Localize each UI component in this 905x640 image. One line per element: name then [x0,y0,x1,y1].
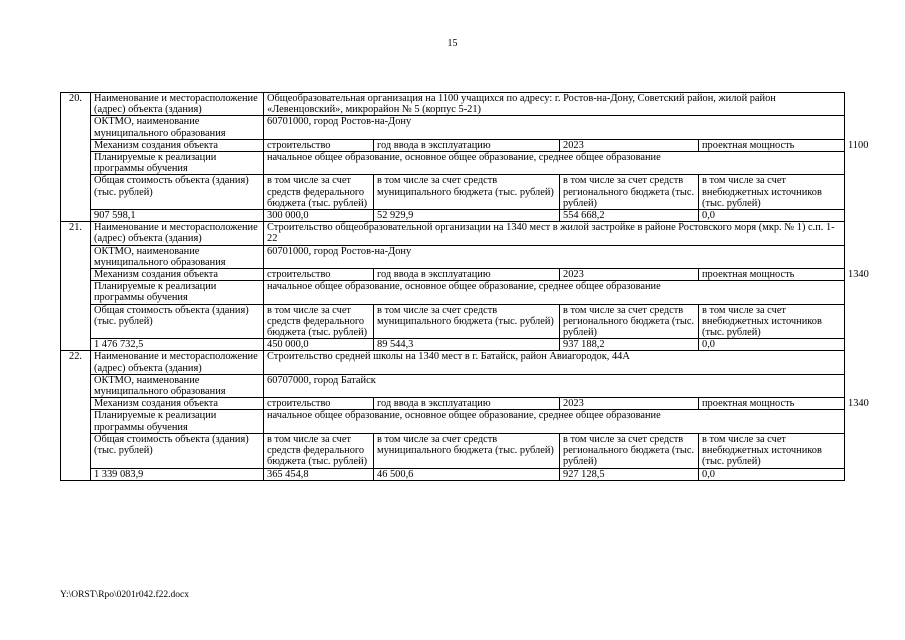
year-label: год ввода в эксплуатацию [374,398,560,410]
municipal-label: в том числе за счет средств муниципального бюджета (тыс. рублей) [374,304,560,339]
oktmo-row [61,245,845,268]
page-number: 15 [447,38,458,49]
cost-values-row [61,468,845,480]
extrabudget-label: в том числе за счет внебюджетных источников (тыс. рублей) [699,175,845,210]
oktmo-label: ОКТМО, наименование муниципального образования [91,245,264,268]
object-name-row [61,93,845,116]
year-label: год ввода в эксплуатацию [374,139,560,151]
objects-table [60,92,869,481]
cost-values-row [61,339,845,351]
object-number: 20. [61,93,91,222]
municipal-value: 89 544,3 [374,339,560,351]
extrabudget-value: 0,0 [699,210,845,222]
mechanism-value: строительство [264,139,374,151]
mechanism-label: Механизм создания объекта [91,269,264,281]
programs-label: Планируемые к реализации программы обучения [91,281,264,304]
federal-value: 450 000,0 [264,339,374,351]
object-name: Общеобразовательная организация на 1100 учащихся по адресу: г. Ростов-на-Дону, Советский район, жилой район «Левенцовский», микрорайон № 5 (корпус 5-21) [264,93,845,116]
cost-labels-row [61,433,845,468]
cost-labels-row [61,304,845,339]
object-number: 22. [61,351,91,480]
object-name: Строительство средней школы на 1340 мест в г. Батайск, район Авиагородок, 44А [264,351,845,374]
oktmo-row [61,116,845,139]
object-name: Строительство общеобразовательной организации на 1340 мест в жилой застройке в районе Ростовского моря (мкр. № 1) с.п. 1-22 [264,222,845,245]
regional-label: в том числе за счет средств регионального бюджета (тыс. рублей) [560,304,699,339]
total-cost-label: Общая стоимость объекта (здания) (тыс. рублей) [91,304,264,339]
programs-label: Планируемые к реализации программы обучения [91,410,264,433]
oktmo-value: 60701000, город Ростов-на-Дону [264,116,845,139]
year-value: 2023 [560,269,699,281]
regional-value: 554 668,2 [560,210,699,222]
object-name-row [61,222,845,245]
oktmo-label: ОКТМО, наименование муниципального образования [91,374,264,397]
mechanism-row: Механизм создания объекта строительство год ввода в эксплуатацию 2023 проектная мощность 1100 [61,139,845,151]
object-name-row [61,351,845,374]
extrabudget-value: 0,0 [699,339,845,351]
footer-file-path: Y:\ORST\Rpo\0201r042.f22.docx [60,590,189,600]
programs-row [61,410,845,433]
total-cost-value: 907 598,1 [91,210,264,222]
capacity-label: проектная мощность [699,139,845,151]
cost-values-row [61,210,845,222]
extrabudget-value: 0,0 [699,468,845,480]
total-cost-label: Общая стоимость объекта (здания) (тыс. рублей) [91,433,264,468]
programs-value: начальное общее образование, основное общее образование, среднее общее образование [264,410,845,433]
federal-label: в том числе за счет средств федерального бюджета (тыс. рублей) [264,175,374,210]
year-value: 2023 [560,398,699,410]
regional-value: 927 128,5 [560,468,699,480]
capacity-label: проектная мощность [699,269,845,281]
total-cost-value: 1 476 732,5 [91,339,264,351]
oktmo-value: 60701000, город Ростов-на-Дону [264,245,845,268]
programs-label: Планируемые к реализации программы обучения [91,152,264,175]
oktmo-row [61,374,845,397]
programs-value: начальное общее образование, основное общее образование, среднее общее образование [264,152,845,175]
mechanism-row: Механизм создания объекта строительство год ввода в эксплуатацию 2023 проектная мощность 1340 [61,269,845,281]
mechanism-label: Механизм создания объекта [91,398,264,410]
mechanism-value: строительство [264,269,374,281]
programs-row [61,281,845,304]
name-label: Наименование и месторасположение (адрес) объекта (здания) [91,222,264,245]
programs-row [61,152,845,175]
federal-label: в том числе за счет средств федерального бюджета (тыс. рублей) [264,433,374,468]
total-cost-label: Общая стоимость объекта (здания) (тыс. рублей) [91,175,264,210]
object-number: 21. [61,222,91,351]
municipal-label: в том числе за счет средств муниципального бюджета (тыс. рублей) [374,175,560,210]
regional-label: в том числе за счет средств регионального бюджета (тыс. рублей) [560,175,699,210]
cost-labels-row [61,175,845,210]
federal-label: в том числе за счет средств федерального бюджета (тыс. рублей) [264,304,374,339]
year-label: год ввода в эксплуатацию [374,269,560,281]
name-label: Наименование и месторасположение (адрес) объекта (здания) [91,351,264,374]
regional-value: 937 188,2 [560,339,699,351]
federal-value: 365 454,8 [264,468,374,480]
extrabudget-label: в том числе за счет внебюджетных источников (тыс. рублей) [699,304,845,339]
capacity-label: проектная мощность [699,398,845,410]
total-cost-value: 1 339 083,9 [91,468,264,480]
regional-label: в том числе за счет средств регионального бюджета (тыс. рублей) [560,433,699,468]
mechanism-value: строительство [264,398,374,410]
federal-value: 300 000,0 [264,210,374,222]
municipal-value: 46 500,6 [374,468,560,480]
extrabudget-label: в том числе за счет внебюджетных источников (тыс. рублей) [699,433,845,468]
municipal-value: 52 929,9 [374,210,560,222]
mechanism-label: Механизм создания объекта [91,139,264,151]
oktmo-value: 60707000, город Батайск [264,374,845,397]
programs-value: начальное общее образование, основное общее образование, среднее общее образование [264,281,845,304]
mechanism-row: Механизм создания объекта строительство год ввода в эксплуатацию 2023 проектная мощность 1340 [61,398,845,410]
oktmo-label: ОКТМО, наименование муниципального образования [91,116,264,139]
year-value: 2023 [560,139,699,151]
municipal-label: в том числе за счет средств муниципального бюджета (тыс. рублей) [374,433,560,468]
name-label: Наименование и месторасположение (адрес) объекта (здания) [91,93,264,116]
